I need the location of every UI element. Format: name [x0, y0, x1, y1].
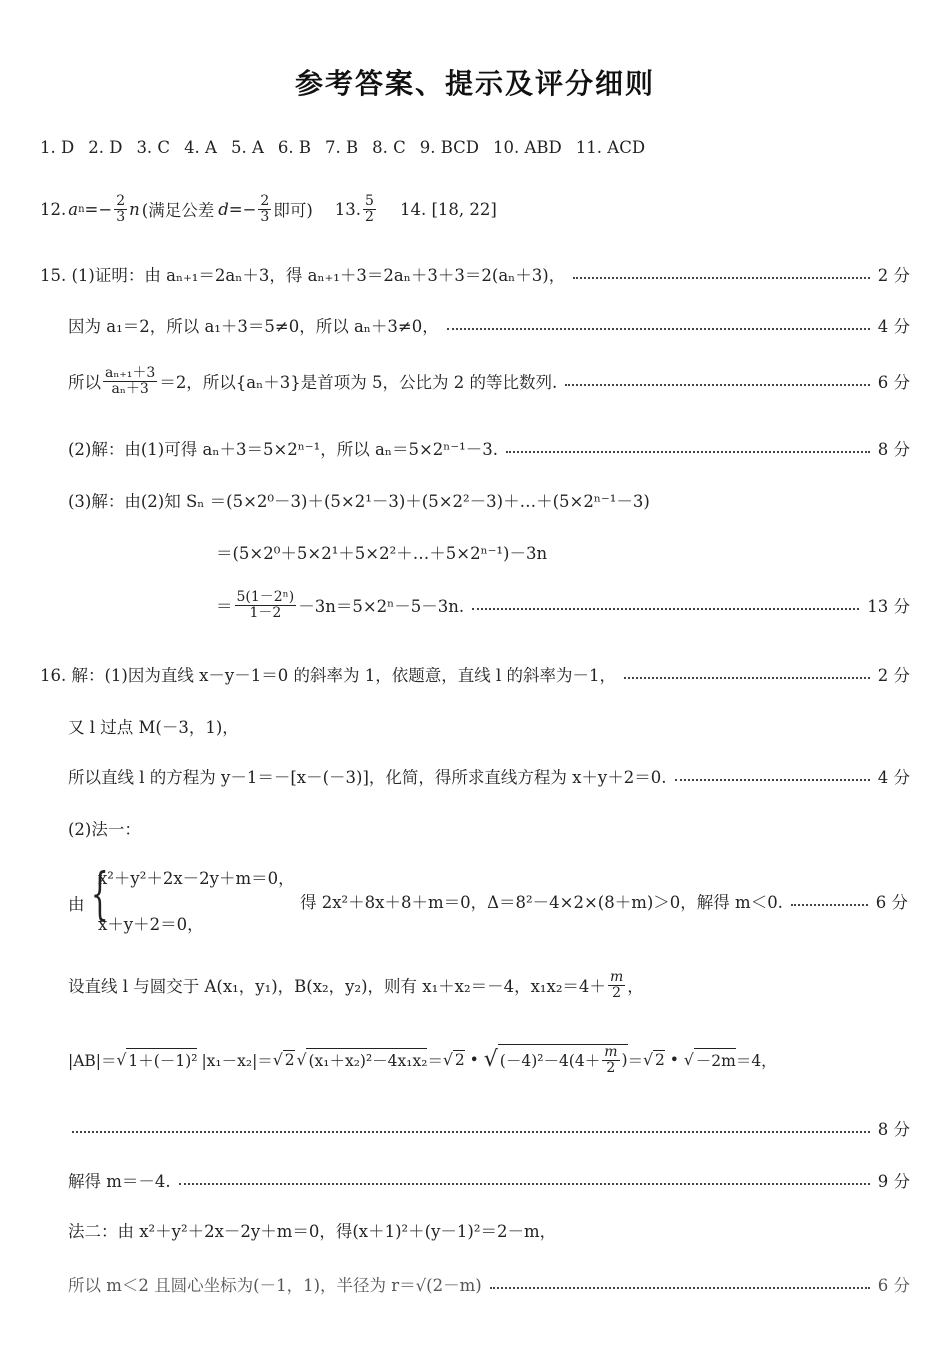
q16-line-6 [68, 970, 644, 1000]
leader-dots [506, 450, 870, 453]
q16-line-9 [68, 1168, 910, 1192]
q16-line-2 [68, 714, 239, 738]
choice-6: 6. B [277, 138, 311, 157]
q16-line-1 [40, 662, 910, 686]
q16-line-8 [72, 1116, 910, 1140]
q14-answer: 14. [18, 22] [399, 199, 497, 219]
q16-l10-text: 法二：由 x²＋y²＋2x－2y＋m＝0，得(x＋1)²＋(y－1)²＝2－m， [68, 1222, 557, 1241]
system-eq-2: x＋y＋2＝0， [98, 915, 204, 934]
q16-l3-score: 4 分 [877, 768, 910, 787]
q12-sub: n [78, 203, 85, 215]
ab-sqrt-6: 2 [654, 1051, 665, 1070]
choice-11: 11. ACD [575, 138, 646, 157]
q16-l6-pre: 设直线 l 与圆交于 A(x₁，y₁)，B(x₂，y₂)，则有 x₁＋x₂＝－4，x₁x₂＝4＋ [68, 977, 606, 997]
q13-label: 13. [334, 199, 362, 219]
leader-dots [472, 607, 859, 610]
q15-line-6 [216, 540, 547, 564]
q15-l3-post: ＝2，所以{aₙ＋3}是首项为 5，公比为 2 的等比数列. [159, 373, 558, 393]
q15-l2-text: 因为 a₁＝2，所以 a₁＋3＝5≠0，所以 aₙ＋3≠0， [68, 317, 439, 336]
q12-frac2-num: 2 [260, 193, 270, 209]
q16-l6-fraction [608, 970, 625, 1000]
left-brace: { [90, 862, 109, 927]
sqrt-icon: √ [116, 1050, 127, 1069]
system-rest-text: 得 2x²＋8x＋8＋m＝0，Δ＝8²－4×2×(8＋m)＞0，解得 m＜0. [300, 893, 783, 912]
equation-system [68, 862, 908, 937]
q16-line-3 [68, 764, 910, 788]
sqrt-icon: √ [296, 1050, 307, 1069]
choice-2: 2. D [88, 138, 123, 157]
ab-sqrt-7: －2m [694, 1048, 736, 1071]
leader-dots [179, 1182, 870, 1185]
q15-l4-score: 8 分 [877, 440, 910, 459]
q15-l4-text: (2)解：由(1)可得 aₙ＋3＝5×2ⁿ⁻¹，所以 aₙ＝5×2ⁿ⁻¹－3. [68, 440, 498, 459]
q12-frac-den: 3 [116, 208, 126, 225]
q12-d: d [218, 199, 229, 219]
q15-line-2 [68, 313, 910, 337]
q16-l1-text: 16. 解：(1)因为直线 x－y－1＝0 的斜率为 1，依题意，直线 l 的斜率为－1， [40, 666, 616, 685]
q16-l6-post: ， [627, 977, 644, 997]
q15-line-5 [68, 488, 650, 512]
q16-line-4 [68, 816, 141, 840]
leader-dots [490, 1286, 870, 1289]
q16-l1-score: 2 分 [877, 666, 910, 685]
q15-l3-fraction [103, 366, 157, 396]
cut-off-line [68, 1268, 910, 1295]
ab-sqrt-5 [498, 1044, 628, 1075]
q15-l2-score: 4 分 [877, 317, 910, 336]
q16-line-10 [68, 1218, 556, 1242]
q16-l9-text: 解得 m＝－4. [68, 1172, 171, 1191]
sqrt-icon: √ [483, 1047, 498, 1073]
system-eq-1: x²＋y²＋2x－2y＋m＝0， [98, 869, 295, 888]
leader-dots [791, 903, 868, 906]
q15-l7-post: －3n＝5×2ⁿ－5－3n. [298, 597, 465, 617]
leader-dots [72, 1130, 870, 1133]
q15-l7-score: 13 分 [867, 597, 910, 617]
choice-1: 1. D [40, 138, 75, 157]
q15-l6-text: ＝(5×2⁰＋5×2¹＋5×2²＋…＋5×2ⁿ⁻¹)－3n [216, 544, 548, 563]
system-you: 由 [68, 895, 85, 914]
q12-frac-num: 2 [116, 193, 126, 209]
q16-l3-text: 所以直线 l 的方程为 y－1＝－[x－(－3)]，化简，得所求直线方程为 x＋y＋2＝0. [68, 768, 667, 787]
q15-l3-score: 6 分 [877, 373, 910, 393]
q15-l5-text: (3)解：由(2)知 Sₙ ＝(5×2⁰－3)＋(5×2¹－3)＋(5×2²－3)＋…＋(5×2ⁿ⁻¹－3) [68, 492, 650, 511]
page-title: 参考答案、提示及评分细则 [294, 67, 655, 100]
choice-7: 7. B [325, 138, 359, 157]
q16-l11-score: 6 分 [877, 1276, 910, 1295]
ab-fraction [602, 1045, 619, 1075]
q16-l8-score: 8 分 [877, 1120, 910, 1139]
sqrt-icon: √ [272, 1050, 283, 1069]
q12-paren-open: (满足公差 [141, 201, 215, 221]
q15-line-1 [40, 262, 910, 286]
leader-dots [573, 276, 870, 279]
q15-l7-fraction [235, 590, 297, 620]
ab-dot-1: • [464, 1050, 484, 1069]
q16-line-7 [68, 1044, 777, 1075]
choice-3: 3. C [136, 138, 171, 157]
q15-l7-num: 5(1－2ⁿ) [236, 589, 295, 605]
choice-8: 8. C [372, 138, 406, 157]
system-score: 6 分 [875, 893, 908, 912]
q15-line-7 [216, 590, 910, 620]
choice-10: 10. ABD [493, 138, 562, 157]
fill-answers [40, 194, 497, 224]
q16-l11-text: 所以 m＜2 且圆心坐标为(－1，1)，半径为 r＝√(2－m) [68, 1276, 482, 1295]
ab-frac-num: m [604, 1044, 618, 1060]
ab-sqrt-2: 2 [284, 1051, 295, 1070]
q12-a: a [68, 199, 79, 219]
q12-frac2-den: 3 [260, 208, 270, 225]
system-result [300, 889, 908, 913]
q16-l6-den: 2 [612, 984, 622, 1001]
ab-eq-2: ＝ [627, 1051, 644, 1070]
ab-frac-den: 2 [606, 1059, 616, 1076]
leader-dots [675, 778, 870, 781]
q12-eq: =− [84, 199, 113, 219]
q16-l9-score: 9 分 [877, 1172, 910, 1191]
sqrt-icon: √ [442, 1050, 453, 1069]
q12-fraction [114, 194, 127, 224]
q12-paren-close: 即可) [273, 201, 313, 221]
q13-den: 2 [365, 208, 374, 225]
q15-l3-num: aₙ₊₁＋3 [105, 365, 156, 381]
ab-sqrt-5-close: ) [621, 1051, 628, 1070]
leader-dots [447, 327, 870, 330]
q15-l3-den: aₙ＋3 [111, 380, 149, 397]
q15-l3-pre: 所以 [68, 373, 101, 393]
ab-sqrt-4: 2 [454, 1051, 465, 1070]
ab-dot-2: • [664, 1050, 684, 1069]
choice-9: 9. BCD [419, 138, 480, 157]
ab-sqrt-5-text: (－4)²－4(4＋ [499, 1052, 601, 1071]
leader-dots [624, 676, 870, 679]
q16-l2-text: 又 l 过点 M(－3，1)， [68, 718, 239, 737]
q16-l4-text: (2)法一： [68, 820, 141, 839]
q12-fraction-2 [258, 194, 271, 224]
ab-sqrt-1: 1＋(－1)² [126, 1048, 197, 1071]
ab-lhs: |AB|＝ [68, 1051, 117, 1070]
q12-n: n [129, 199, 140, 219]
q13-num: 5 [365, 193, 374, 209]
q12-eq2: =− [228, 199, 257, 219]
q12-label: 12. [40, 199, 67, 219]
q15-line-3 [68, 366, 910, 396]
ab-abs: |x₁－x₂|＝ [201, 1051, 273, 1070]
sqrt-icon: √ [643, 1050, 653, 1069]
ab-sqrt-3: (x₁＋x₂)²－4x₁x₂ [306, 1048, 427, 1071]
q15-l1-text: 15. (1)证明：由 aₙ₊₁＝2aₙ＋3，得 aₙ₊₁＋3＝2aₙ＋3＋3＝2(aₙ＋3)， [40, 266, 566, 285]
sqrt-icon: √ [683, 1050, 694, 1069]
q15-l7-den: 1－2 [249, 604, 282, 621]
q13-fraction [363, 194, 376, 224]
q15-l1-score: 2 分 [877, 266, 910, 285]
leader-dots [565, 383, 869, 386]
q15-line-4 [68, 436, 910, 460]
choice-5: 5. A [230, 138, 264, 157]
q15-l7-pre: ＝ [216, 597, 233, 617]
choice-answers [40, 138, 645, 157]
q16-l6-num: m [609, 969, 624, 985]
ab-eq-1: ＝ [427, 1051, 443, 1070]
choice-4: 4. A [184, 138, 217, 157]
ab-result: ＝4， [735, 1051, 777, 1070]
